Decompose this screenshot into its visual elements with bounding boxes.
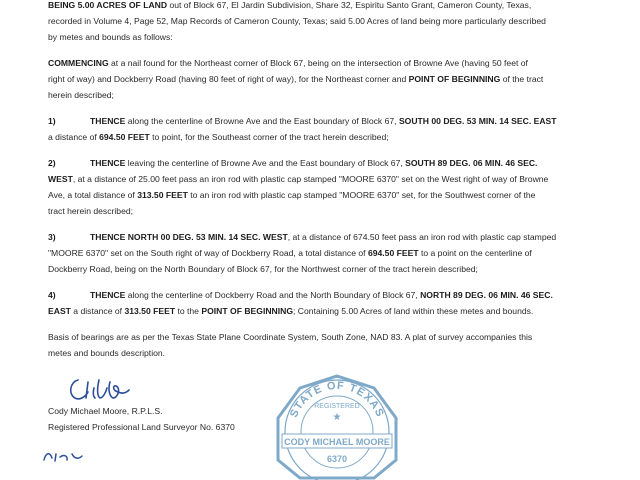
call-1-number: 1) <box>48 116 56 126</box>
call-2-line-3: Ave, a total distance of 313.50 FEET to an iron rod with plastic cap stamped "MOORE 6370" set, for the Southwest corner of the <box>48 190 536 200</box>
call-2-line-2: WEST, at a distance of 25.00 feet pass an iron rod with plastic cap stamped "MOORE 6370" set on the West right of way of Browne <box>48 174 549 184</box>
call-2-line-4: tract herein described; <box>48 206 134 216</box>
call-3-line-1: THENCE NORTH 00 DEG. 53 MIN. 14 SEC. WEST, at a distance of 674.50 feet pass an iron rod with plastic cap stamped <box>90 232 557 242</box>
call-4-line-2: EAST a distance of 313.50 FEET to the POINT OF BEGINNING; Containing 5.00 Acres of land within these metes and bounds. <box>48 306 534 316</box>
call-4-line-1: THENCE along the centerline of Dockberry Road and the North Boundary of Block 67, NORTH 89 DEG. 06 MIN. 46 SEC. <box>90 290 553 300</box>
surveyor-seal <box>262 370 412 480</box>
basis-line-1: Basis of bearings are as per the Texas State Plane Coordinate System, South Zone, NAD 83. A plat of survey accompanies this <box>48 332 533 342</box>
commencing-line-2: right of way) and Dockberry Road (having 80 feet of right of way), for the Northeast corner and POINT OF BEGINNING of the tract <box>48 74 544 84</box>
call-3-number: 3) <box>48 232 56 242</box>
commencing-line-1: COMMENCING at a nail found for the Northeast corner of Block 67, being on the intersection of Browne Ave (having 50 feet of <box>48 58 528 68</box>
intro-line-1: BEING 5.00 ACRES OF LAND out of Block 67, El Jardin Subdivision, Share 32, Espiritu Santo Grant, Cameron County, Texas, <box>48 0 532 10</box>
call-2-line-1: THENCE leaving the centerline of Browne Ave and the East boundary of Block 67, SOUTH 89 DEG. 06 MIN. 46 SEC. <box>90 158 538 168</box>
call-4-number: 4) <box>48 290 56 300</box>
seal-number: 6370 <box>326 454 348 464</box>
call-2-number: 2) <box>48 158 56 168</box>
call-3-line-3: Dockberry Road, being on the North Boundary of Block 67, for the Northwest corner of the tract herein described; <box>48 264 478 274</box>
call-1-line-2: a distance of 694.50 FEET to point, for the Southeast corner of the tract herein described; <box>48 132 389 142</box>
intro-bold: BEING 5.00 ACRES OF LAND <box>48 0 168 10</box>
seal-state-text: STATE OF TEXAS <box>287 379 387 420</box>
call-3-line-2: "MOORE 6370" set on the South right of way of Dockberry Road, a total distance of 694.50 FEET to a point on the centerline of <box>48 248 532 258</box>
seal-name: CODY MICHAEL MOORE <box>284 437 390 447</box>
intro-line-2: recorded in Volume 4, Page 52, Map Records of Cameron County, Texas; said 5.00 Acres of land being more particularly described <box>48 16 546 26</box>
call-1-line-1: THENCE along the centerline of Browne Ave and the East boundary of Block 67, SOUTH 00 DEG. 53 MIN. 14 SEC. EAST <box>90 116 557 126</box>
commencing-line-3: herein described; <box>48 90 114 100</box>
basis-line-2: metes and bounds description. <box>48 348 166 358</box>
seal-star-icon: ★ <box>332 412 342 423</box>
surveyor-title: Registered Professional Land Surveyor No. 6370 <box>48 422 235 432</box>
surveyor-signature <box>66 374 136 404</box>
intro-line-3: by metes and bounds as follows: <box>48 32 173 42</box>
seal-registered: REGISTERED <box>314 403 360 410</box>
surveyor-name: Cody Michael Moore, R.P.L.S. <box>48 406 163 416</box>
